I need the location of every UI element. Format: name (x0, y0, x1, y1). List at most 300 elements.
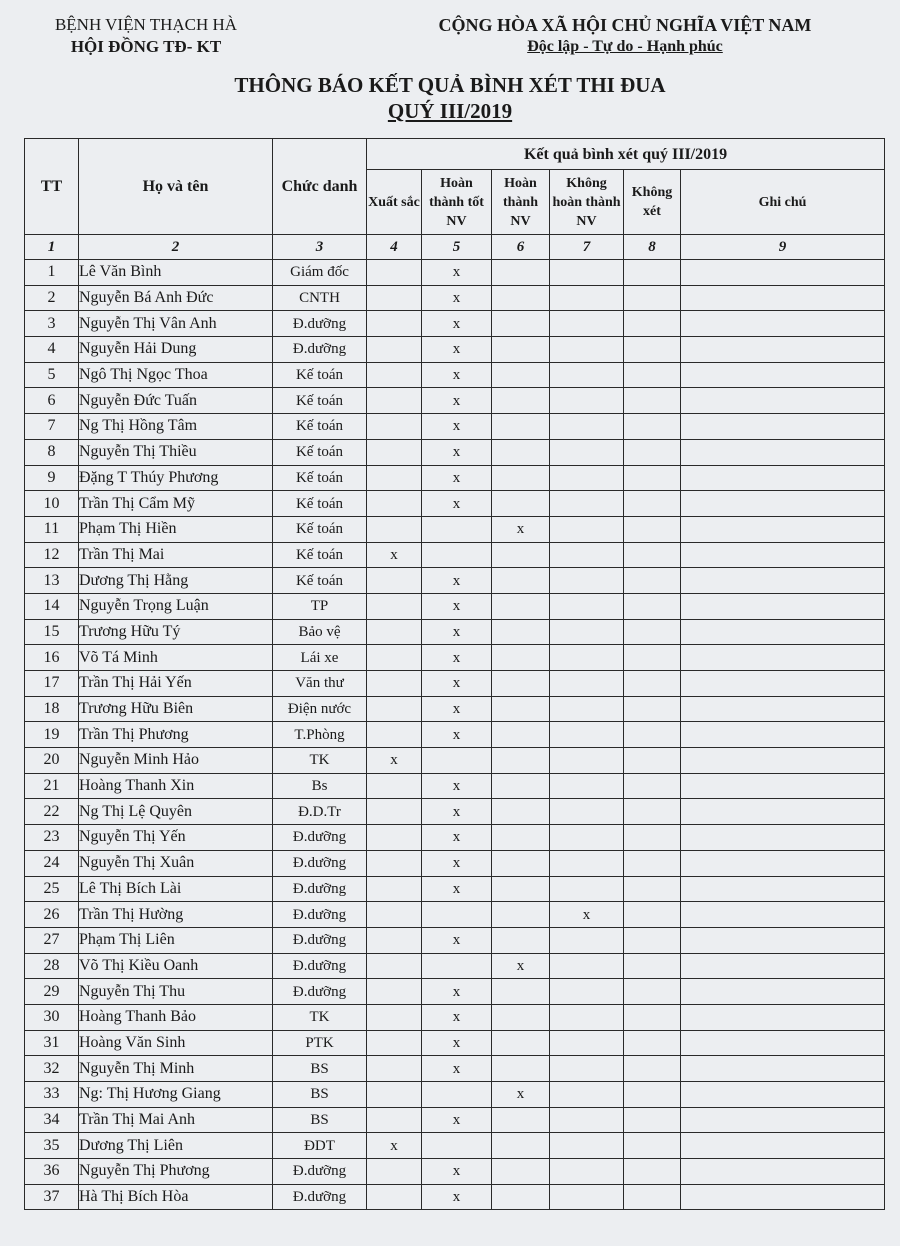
result-noreview-cell (624, 645, 681, 671)
result-notdone-cell (550, 773, 624, 799)
person-role: Đ.D.Tr (273, 799, 367, 825)
result-noreview-cell (624, 927, 681, 953)
note-cell (681, 388, 885, 414)
table-row (25, 1184, 885, 1210)
note-cell (681, 799, 885, 825)
result-good-cell: x (422, 1004, 492, 1030)
table-row (25, 722, 885, 748)
result-done-cell (492, 1107, 550, 1133)
result-notdone-cell (550, 491, 624, 517)
table-row (25, 1004, 885, 1030)
result-notdone-cell (550, 671, 624, 697)
header-tt: TT (25, 139, 79, 235)
col-number: 6 (492, 235, 550, 260)
row-number: 28 (25, 953, 79, 979)
person-name: Nguyễn Minh Hảo (79, 748, 273, 774)
result-done-cell (492, 439, 550, 465)
table-row (25, 876, 885, 902)
person-name: Hoàng Văn Sinh (79, 1030, 273, 1056)
result-good-cell: x (422, 825, 492, 851)
row-number: 32 (25, 1056, 79, 1082)
result-notdone-cell (550, 285, 624, 311)
result-good-cell: x (422, 876, 492, 902)
row-number: 14 (25, 593, 79, 619)
person-role: T.Phòng (273, 722, 367, 748)
row-number: 17 (25, 671, 79, 697)
column-number-row (25, 235, 885, 260)
person-role: Đ.dưỡng (273, 876, 367, 902)
result-noreview-cell (624, 696, 681, 722)
person-name: Nguyễn Thị Minh (79, 1056, 273, 1082)
result-good-cell: x (422, 414, 492, 440)
result-notdone-cell (550, 825, 624, 851)
person-name: Ng Thị Lệ Quyên (79, 799, 273, 825)
result-done-cell (492, 568, 550, 594)
result-done-cell (492, 285, 550, 311)
result-good-cell: x (422, 773, 492, 799)
table-row (25, 927, 885, 953)
person-role: TK (273, 748, 367, 774)
person-role: Đ.dưỡng (273, 927, 367, 953)
result-done-cell (492, 1030, 550, 1056)
row-number: 1 (25, 260, 79, 286)
person-name: Dương Thị Liên (79, 1133, 273, 1159)
person-name: Nguyễn Đức Tuấn (79, 388, 273, 414)
person-name: Nguyễn Hải Dung (79, 337, 273, 363)
result-notdone-cell (550, 1107, 624, 1133)
result-noreview-cell (624, 439, 681, 465)
result-notdone-cell (550, 953, 624, 979)
note-cell (681, 593, 885, 619)
person-name: Trần Thị Phương (79, 722, 273, 748)
result-notdone-cell (550, 337, 624, 363)
row-number: 30 (25, 1004, 79, 1030)
result-done-cell: x (492, 516, 550, 542)
person-role: TK (273, 1004, 367, 1030)
person-name: Trần Thị Mai (79, 542, 273, 568)
result-good-cell (422, 748, 492, 774)
result-good-cell: x (422, 1107, 492, 1133)
person-name: Phạm Thị Liên (79, 927, 273, 953)
person-name: Võ Tá Minh (79, 645, 273, 671)
result-noreview-cell (624, 748, 681, 774)
row-number: 21 (25, 773, 79, 799)
result-good-cell: x (422, 337, 492, 363)
header-noreview: Không xét (624, 170, 681, 235)
note-cell (681, 1159, 885, 1185)
person-name: Lê Thị Bích Lài (79, 876, 273, 902)
table-row (25, 902, 885, 928)
row-number: 10 (25, 491, 79, 517)
header-name: Họ và tên (79, 139, 273, 235)
header-excellent: Xuất sắc (367, 170, 422, 235)
result-excellent-cell (367, 311, 422, 337)
table-row (25, 979, 885, 1005)
note-cell (681, 260, 885, 286)
result-excellent-cell (367, 491, 422, 517)
person-role: Kế toán (273, 542, 367, 568)
table-row (25, 568, 885, 594)
result-good-cell (422, 1133, 492, 1159)
result-good-cell: x (422, 799, 492, 825)
person-name: Dương Thị Hằng (79, 568, 273, 594)
result-done-cell (492, 927, 550, 953)
person-role: Kế toán (273, 414, 367, 440)
result-noreview-cell (624, 773, 681, 799)
result-excellent-cell (367, 902, 422, 928)
table-row (25, 748, 885, 774)
issuer-block (26, 14, 266, 58)
result-done-cell (492, 619, 550, 645)
result-excellent-cell (367, 1004, 422, 1030)
result-noreview-cell (624, 902, 681, 928)
result-done-cell (492, 491, 550, 517)
result-excellent-cell (367, 1056, 422, 1082)
person-name: Đặng T Thúy Phương (79, 465, 273, 491)
table-row (25, 696, 885, 722)
person-role: Kế toán (273, 388, 367, 414)
row-number: 25 (25, 876, 79, 902)
note-cell (681, 876, 885, 902)
table-row (25, 799, 885, 825)
result-noreview-cell (624, 414, 681, 440)
person-name: Nguyễn Thị Thiều (79, 439, 273, 465)
result-good-cell (422, 542, 492, 568)
result-noreview-cell (624, 1133, 681, 1159)
row-number: 23 (25, 825, 79, 851)
note-cell (681, 902, 885, 928)
result-excellent-cell (367, 465, 422, 491)
note-cell (681, 850, 885, 876)
result-noreview-cell (624, 825, 681, 851)
result-done-cell (492, 414, 550, 440)
hospital-name: BỆNH VIỆN THẠCH HÀ (54, 15, 238, 34)
person-name: Võ Thị Kiều Oanh (79, 953, 273, 979)
result-notdone-cell (550, 696, 624, 722)
result-excellent-cell (367, 722, 422, 748)
title-main: THÔNG BÁO KẾT QUẢ BÌNH XÉT THI ĐUA (234, 73, 666, 97)
person-role: Kế toán (273, 491, 367, 517)
table-row (25, 593, 885, 619)
result-noreview-cell (624, 671, 681, 697)
result-excellent-cell (367, 876, 422, 902)
result-noreview-cell (624, 593, 681, 619)
result-noreview-cell (624, 285, 681, 311)
result-excellent-cell (367, 671, 422, 697)
results-body (25, 260, 885, 1210)
person-name: Hà Thị Bích Hòa (79, 1184, 273, 1210)
header-result-group: Kết quả bình xét quý III/2019 (367, 139, 885, 170)
result-done-cell (492, 593, 550, 619)
note-cell (681, 285, 885, 311)
person-name: Trần Thị Cẩm Mỹ (79, 491, 273, 517)
result-good-cell: x (422, 927, 492, 953)
result-notdone-cell (550, 979, 624, 1005)
result-done-cell (492, 311, 550, 337)
result-good-cell: x (422, 260, 492, 286)
table-row (25, 491, 885, 517)
note-cell (681, 645, 885, 671)
result-noreview-cell (624, 542, 681, 568)
table-row (25, 1030, 885, 1056)
result-notdone-cell (550, 1159, 624, 1185)
table-row (25, 1107, 885, 1133)
col-number: 2 (79, 235, 273, 260)
row-number: 4 (25, 337, 79, 363)
row-number: 12 (25, 542, 79, 568)
table-row (25, 825, 885, 851)
result-noreview-cell (624, 1159, 681, 1185)
note-cell (681, 773, 885, 799)
result-excellent-cell (367, 568, 422, 594)
col-number: 8 (624, 235, 681, 260)
result-noreview-cell (624, 619, 681, 645)
result-done-cell: x (492, 1082, 550, 1108)
header-note: Ghi chú (681, 170, 885, 235)
result-good-cell: x (422, 671, 492, 697)
result-excellent-cell (367, 927, 422, 953)
result-done-cell (492, 876, 550, 902)
result-good-cell: x (422, 850, 492, 876)
result-excellent-cell (367, 516, 422, 542)
result-noreview-cell (624, 1030, 681, 1056)
result-notdone-cell (550, 799, 624, 825)
result-good-cell: x (422, 465, 492, 491)
result-notdone-cell (550, 748, 624, 774)
result-done-cell (492, 1004, 550, 1030)
note-cell (681, 1030, 885, 1056)
table-row (25, 1133, 885, 1159)
result-good-cell: x (422, 1056, 492, 1082)
col-number: 5 (422, 235, 492, 260)
table-row (25, 311, 885, 337)
person-role: Kế toán (273, 568, 367, 594)
note-cell (681, 362, 885, 388)
note-cell (681, 953, 885, 979)
result-good-cell (422, 516, 492, 542)
result-noreview-cell (624, 491, 681, 517)
result-notdone-cell (550, 876, 624, 902)
row-number: 5 (25, 362, 79, 388)
person-role: TP (273, 593, 367, 619)
result-notdone-cell (550, 568, 624, 594)
result-notdone-cell (550, 619, 624, 645)
result-good-cell: x (422, 619, 492, 645)
row-number: 33 (25, 1082, 79, 1108)
result-noreview-cell (624, 876, 681, 902)
person-role: Đ.dưỡng (273, 902, 367, 928)
result-done-cell (492, 1056, 550, 1082)
result-noreview-cell (624, 722, 681, 748)
result-notdone-cell (550, 260, 624, 286)
person-name: Trương Hữu Biên (79, 696, 273, 722)
result-notdone-cell (550, 1030, 624, 1056)
person-name: Trương Hữu Tý (79, 619, 273, 645)
result-excellent-cell: x (367, 542, 422, 568)
note-cell (681, 979, 885, 1005)
result-notdone-cell (550, 1004, 624, 1030)
row-number: 27 (25, 927, 79, 953)
result-done-cell (492, 825, 550, 851)
person-role: Giám đốc (273, 260, 367, 286)
result-noreview-cell (624, 362, 681, 388)
result-noreview-cell (624, 1004, 681, 1030)
result-good-cell: x (422, 285, 492, 311)
row-number: 6 (25, 388, 79, 414)
result-done-cell (492, 645, 550, 671)
table-row (25, 516, 885, 542)
result-excellent-cell (367, 953, 422, 979)
result-done-cell (492, 465, 550, 491)
result-notdone-cell (550, 927, 624, 953)
result-notdone-cell (550, 1133, 624, 1159)
row-number: 11 (25, 516, 79, 542)
person-role: Kế toán (273, 362, 367, 388)
result-excellent-cell: x (367, 748, 422, 774)
table-row (25, 285, 885, 311)
person-name: Nguyễn Thị Vân Anh (79, 311, 273, 337)
table-row (25, 542, 885, 568)
person-name: Nguyễn Bá Anh Đức (79, 285, 273, 311)
table-row (25, 1056, 885, 1082)
note-cell (681, 1004, 885, 1030)
result-notdone-cell (550, 542, 624, 568)
result-done-cell (492, 671, 550, 697)
person-name: Nguyễn Thị Yến (79, 825, 273, 851)
col-number: 4 (367, 235, 422, 260)
person-role: CNTH (273, 285, 367, 311)
person-role: Điện nước (273, 696, 367, 722)
table-row (25, 439, 885, 465)
note-cell (681, 1133, 885, 1159)
result-noreview-cell (624, 311, 681, 337)
table-row (25, 773, 885, 799)
result-notdone-cell (550, 1184, 624, 1210)
result-notdone-cell (550, 645, 624, 671)
result-excellent-cell (367, 1082, 422, 1108)
row-number: 22 (25, 799, 79, 825)
result-done-cell (492, 337, 550, 363)
note-cell (681, 439, 885, 465)
result-excellent-cell (367, 285, 422, 311)
person-name: Nguyễn Trọng Luận (79, 593, 273, 619)
note-cell (681, 414, 885, 440)
row-number: 18 (25, 696, 79, 722)
result-excellent-cell (367, 388, 422, 414)
result-notdone-cell (550, 516, 624, 542)
result-good-cell: x (422, 568, 492, 594)
result-notdone-cell (550, 439, 624, 465)
row-number: 35 (25, 1133, 79, 1159)
result-done-cell (492, 696, 550, 722)
note-cell (681, 491, 885, 517)
person-role: PTK (273, 1030, 367, 1056)
person-role: Đ.dưỡng (273, 953, 367, 979)
result-noreview-cell (624, 568, 681, 594)
col-number: 7 (550, 235, 624, 260)
result-excellent-cell (367, 260, 422, 286)
header-notdone: Không hoàn thành NV (550, 170, 624, 235)
person-name: Hoàng Thanh Bảo (79, 1004, 273, 1030)
person-role: Đ.dưỡng (273, 850, 367, 876)
result-good-cell: x (422, 388, 492, 414)
result-done-cell (492, 902, 550, 928)
note-cell (681, 568, 885, 594)
note-cell (681, 516, 885, 542)
row-number: 26 (25, 902, 79, 928)
person-role: Đ.dưỡng (273, 311, 367, 337)
person-name: Phạm Thị Hiền (79, 516, 273, 542)
table-row (25, 414, 885, 440)
person-name: Ng: Thị Hương Giang (79, 1082, 273, 1108)
row-number: 9 (25, 465, 79, 491)
person-name: Ng Thị Hồng Tâm (79, 414, 273, 440)
table-row (25, 1159, 885, 1185)
person-role: Đ.dưỡng (273, 825, 367, 851)
person-name: Nguyễn Thị Thu (79, 979, 273, 1005)
result-notdone-cell: x (550, 902, 624, 928)
result-noreview-cell (624, 337, 681, 363)
row-number: 16 (25, 645, 79, 671)
header-done: Hoàn thành NV (492, 170, 550, 235)
row-number: 29 (25, 979, 79, 1005)
title-period: QUÝ III/2019 (387, 99, 513, 123)
row-number: 8 (25, 439, 79, 465)
row-number: 19 (25, 722, 79, 748)
result-done-cell (492, 1133, 550, 1159)
person-name: Trần Thị Hải Yến (79, 671, 273, 697)
result-excellent-cell (367, 1184, 422, 1210)
result-noreview-cell (624, 979, 681, 1005)
result-excellent-cell (367, 696, 422, 722)
result-excellent-cell (367, 414, 422, 440)
result-good-cell (422, 953, 492, 979)
note-cell (681, 927, 885, 953)
person-name: Nguyễn Thị Phương (79, 1159, 273, 1185)
person-name: Nguyễn Thị Xuân (79, 850, 273, 876)
result-done-cell (492, 1184, 550, 1210)
result-excellent-cell (367, 439, 422, 465)
row-number: 2 (25, 285, 79, 311)
person-name: Trần Thị Hường (79, 902, 273, 928)
result-excellent-cell: x (367, 1133, 422, 1159)
row-number: 31 (25, 1030, 79, 1056)
note-cell (681, 748, 885, 774)
result-notdone-cell (550, 414, 624, 440)
row-number: 20 (25, 748, 79, 774)
result-done-cell (492, 773, 550, 799)
result-done-cell (492, 799, 550, 825)
note-cell (681, 311, 885, 337)
result-good-cell: x (422, 491, 492, 517)
result-noreview-cell (624, 1184, 681, 1210)
result-notdone-cell (550, 388, 624, 414)
note-cell (681, 1184, 885, 1210)
person-role: Kế toán (273, 439, 367, 465)
result-noreview-cell (624, 799, 681, 825)
note-cell (681, 465, 885, 491)
result-noreview-cell (624, 953, 681, 979)
result-excellent-cell (367, 825, 422, 851)
result-excellent-cell (367, 1159, 422, 1185)
result-good-cell (422, 902, 492, 928)
row-number: 24 (25, 850, 79, 876)
result-noreview-cell (624, 1107, 681, 1133)
table-row (25, 671, 885, 697)
table-row (25, 388, 885, 414)
result-good-cell: x (422, 362, 492, 388)
row-number: 3 (25, 311, 79, 337)
